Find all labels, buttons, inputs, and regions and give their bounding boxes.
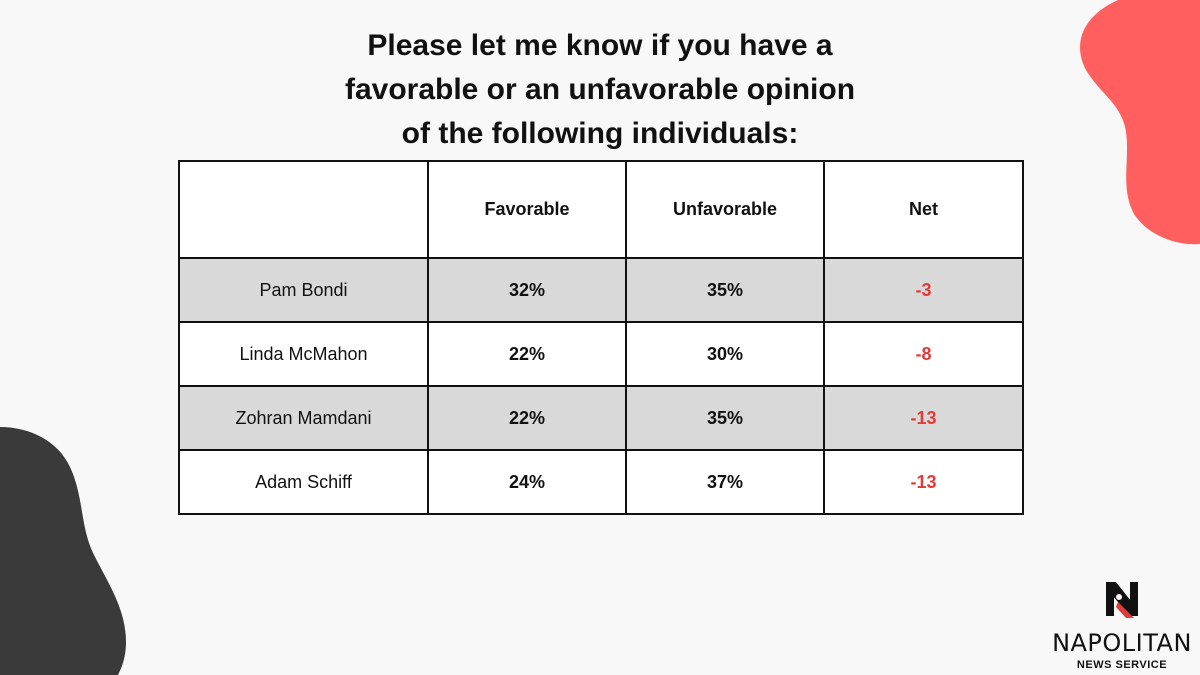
title-line-3: of the following individuals: [401,117,799,150]
table-row [179,322,1023,386]
decorative-dark-blob [0,427,130,675]
row-net: -13 [824,450,1023,514]
row-name: Adam Schiff [179,450,428,514]
table-row [179,258,1023,322]
logo-subtitle: NEWS SERVICE [1076,659,1168,671]
header-net: Net [824,161,1023,258]
row-favorable: 24% [428,450,626,514]
table-row [179,450,1023,514]
row-name: Linda McMahon [179,322,428,386]
row-net: -8 [824,322,1023,386]
napolitan-logo [1048,580,1196,671]
decorative-red-blob [1060,0,1200,245]
napolitan-n-logo-icon [1104,580,1140,620]
question-title [250,24,950,156]
row-unfavorable: 30% [626,322,824,386]
title-line-2: favorable or an unfavorable opinion [344,73,856,106]
row-unfavorable: 37% [626,450,824,514]
logo-wordmark: NAPOLITAN [1052,629,1192,657]
row-unfavorable: 35% [626,386,824,450]
title-line-1: Please let me know if you have a [367,29,833,62]
favorability-table [178,160,1024,515]
row-favorable: 32% [428,258,626,322]
table-header-row [179,161,1023,258]
row-favorable: 22% [428,322,626,386]
header-unfavorable: Unfavorable [626,161,824,258]
row-favorable: 22% [428,386,626,450]
row-name: Zohran Mamdani [179,386,428,450]
row-net: -3 [824,258,1023,322]
row-net: -13 [824,386,1023,450]
table-row [179,386,1023,450]
header-name [179,161,428,258]
row-name: Pam Bondi [179,258,428,322]
row-unfavorable: 35% [626,258,824,322]
header-favorable: Favorable [428,161,626,258]
